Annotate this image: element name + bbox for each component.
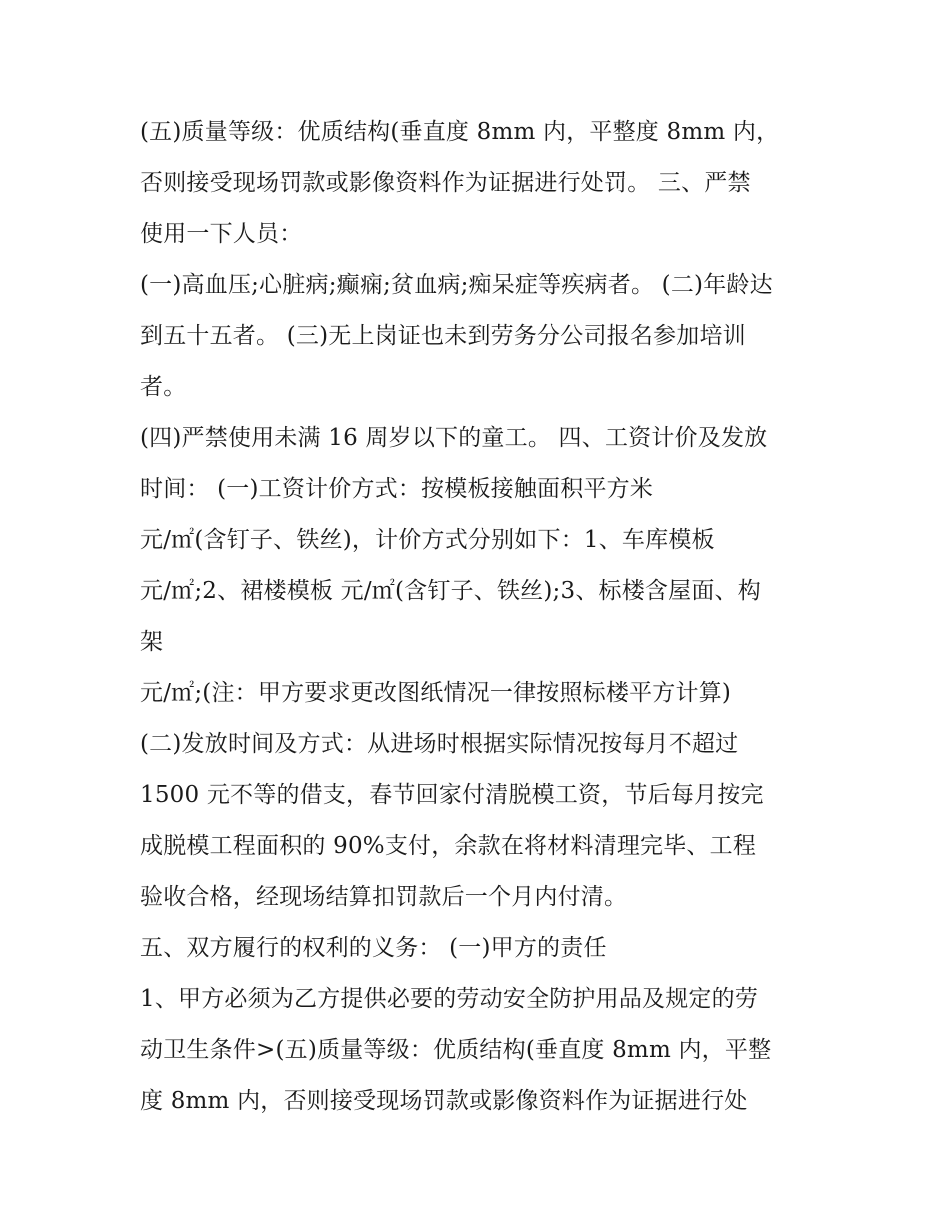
- text-line: 动卫生条件>(五)质量等级：优质结构(垂直度 8mm 内，平整: [140, 1037, 772, 1063]
- text-line: 元/㎡;(注：甲方要求更改图纸情况一律按照标楼平方计算): [140, 680, 732, 706]
- text-line: 验收合格，经现场结算扣罚款后一个月内付清。: [140, 884, 628, 910]
- text-line: 1、甲方必须为乙方提供必要的劳动安全防护用品及规定的劳: [140, 986, 759, 1012]
- text-line: 元/㎡(含钉子、铁丝)，计价方式分别如下：1、车库模板: [140, 527, 715, 553]
- text-line: 时间： (一)工资计价方式：按模板接触面积平方米: [140, 476, 654, 502]
- text-line: (四)严禁使用未满 16 周岁以下的童工。 四、工资计价及发放: [140, 425, 768, 451]
- document-body: [140, 107, 820, 1127]
- text-line: 度 8mm 内，否则接受现场罚款或影像资料作为证据进行处: [140, 1088, 748, 1114]
- text-line: 否则接受现场罚款或影像资料作为证据进行处罚。 三、严禁: [140, 170, 751, 196]
- text-line: 架: [140, 629, 164, 655]
- text-line: (一)高血压;心脏病;癫痫;贫血病;痴呆症等疾病者。 (二)年龄达: [140, 272, 773, 298]
- text-line: 五、双方履行的权利的义务： (一)甲方的责任: [140, 935, 607, 961]
- text-line: 1500 元不等的借支，春节回家付清脱模工资，节后每月按完: [140, 782, 764, 808]
- text-line: 元/㎡;2、裙楼模板 元/㎡(含钉子、铁丝);3、标楼含屋面、构: [140, 578, 761, 604]
- text-line: 使用一下人员：: [140, 221, 303, 247]
- text-line: (五)质量等级：优质结构(垂直度 8mm 内，平整度 8mm 内，: [140, 119, 780, 145]
- text-line: 成脱模工程面积的 90%支付，余款在将材料清理完毕、工程: [140, 833, 757, 859]
- text-line: (二)发放时间及方式：从进场时根据实际情况按每月不超过: [140, 731, 739, 757]
- text-line: 者。: [140, 374, 187, 400]
- text-line: 到五十五者。 (三)无上岗证也未到劳务分公司报名参加培训: [140, 323, 746, 349]
